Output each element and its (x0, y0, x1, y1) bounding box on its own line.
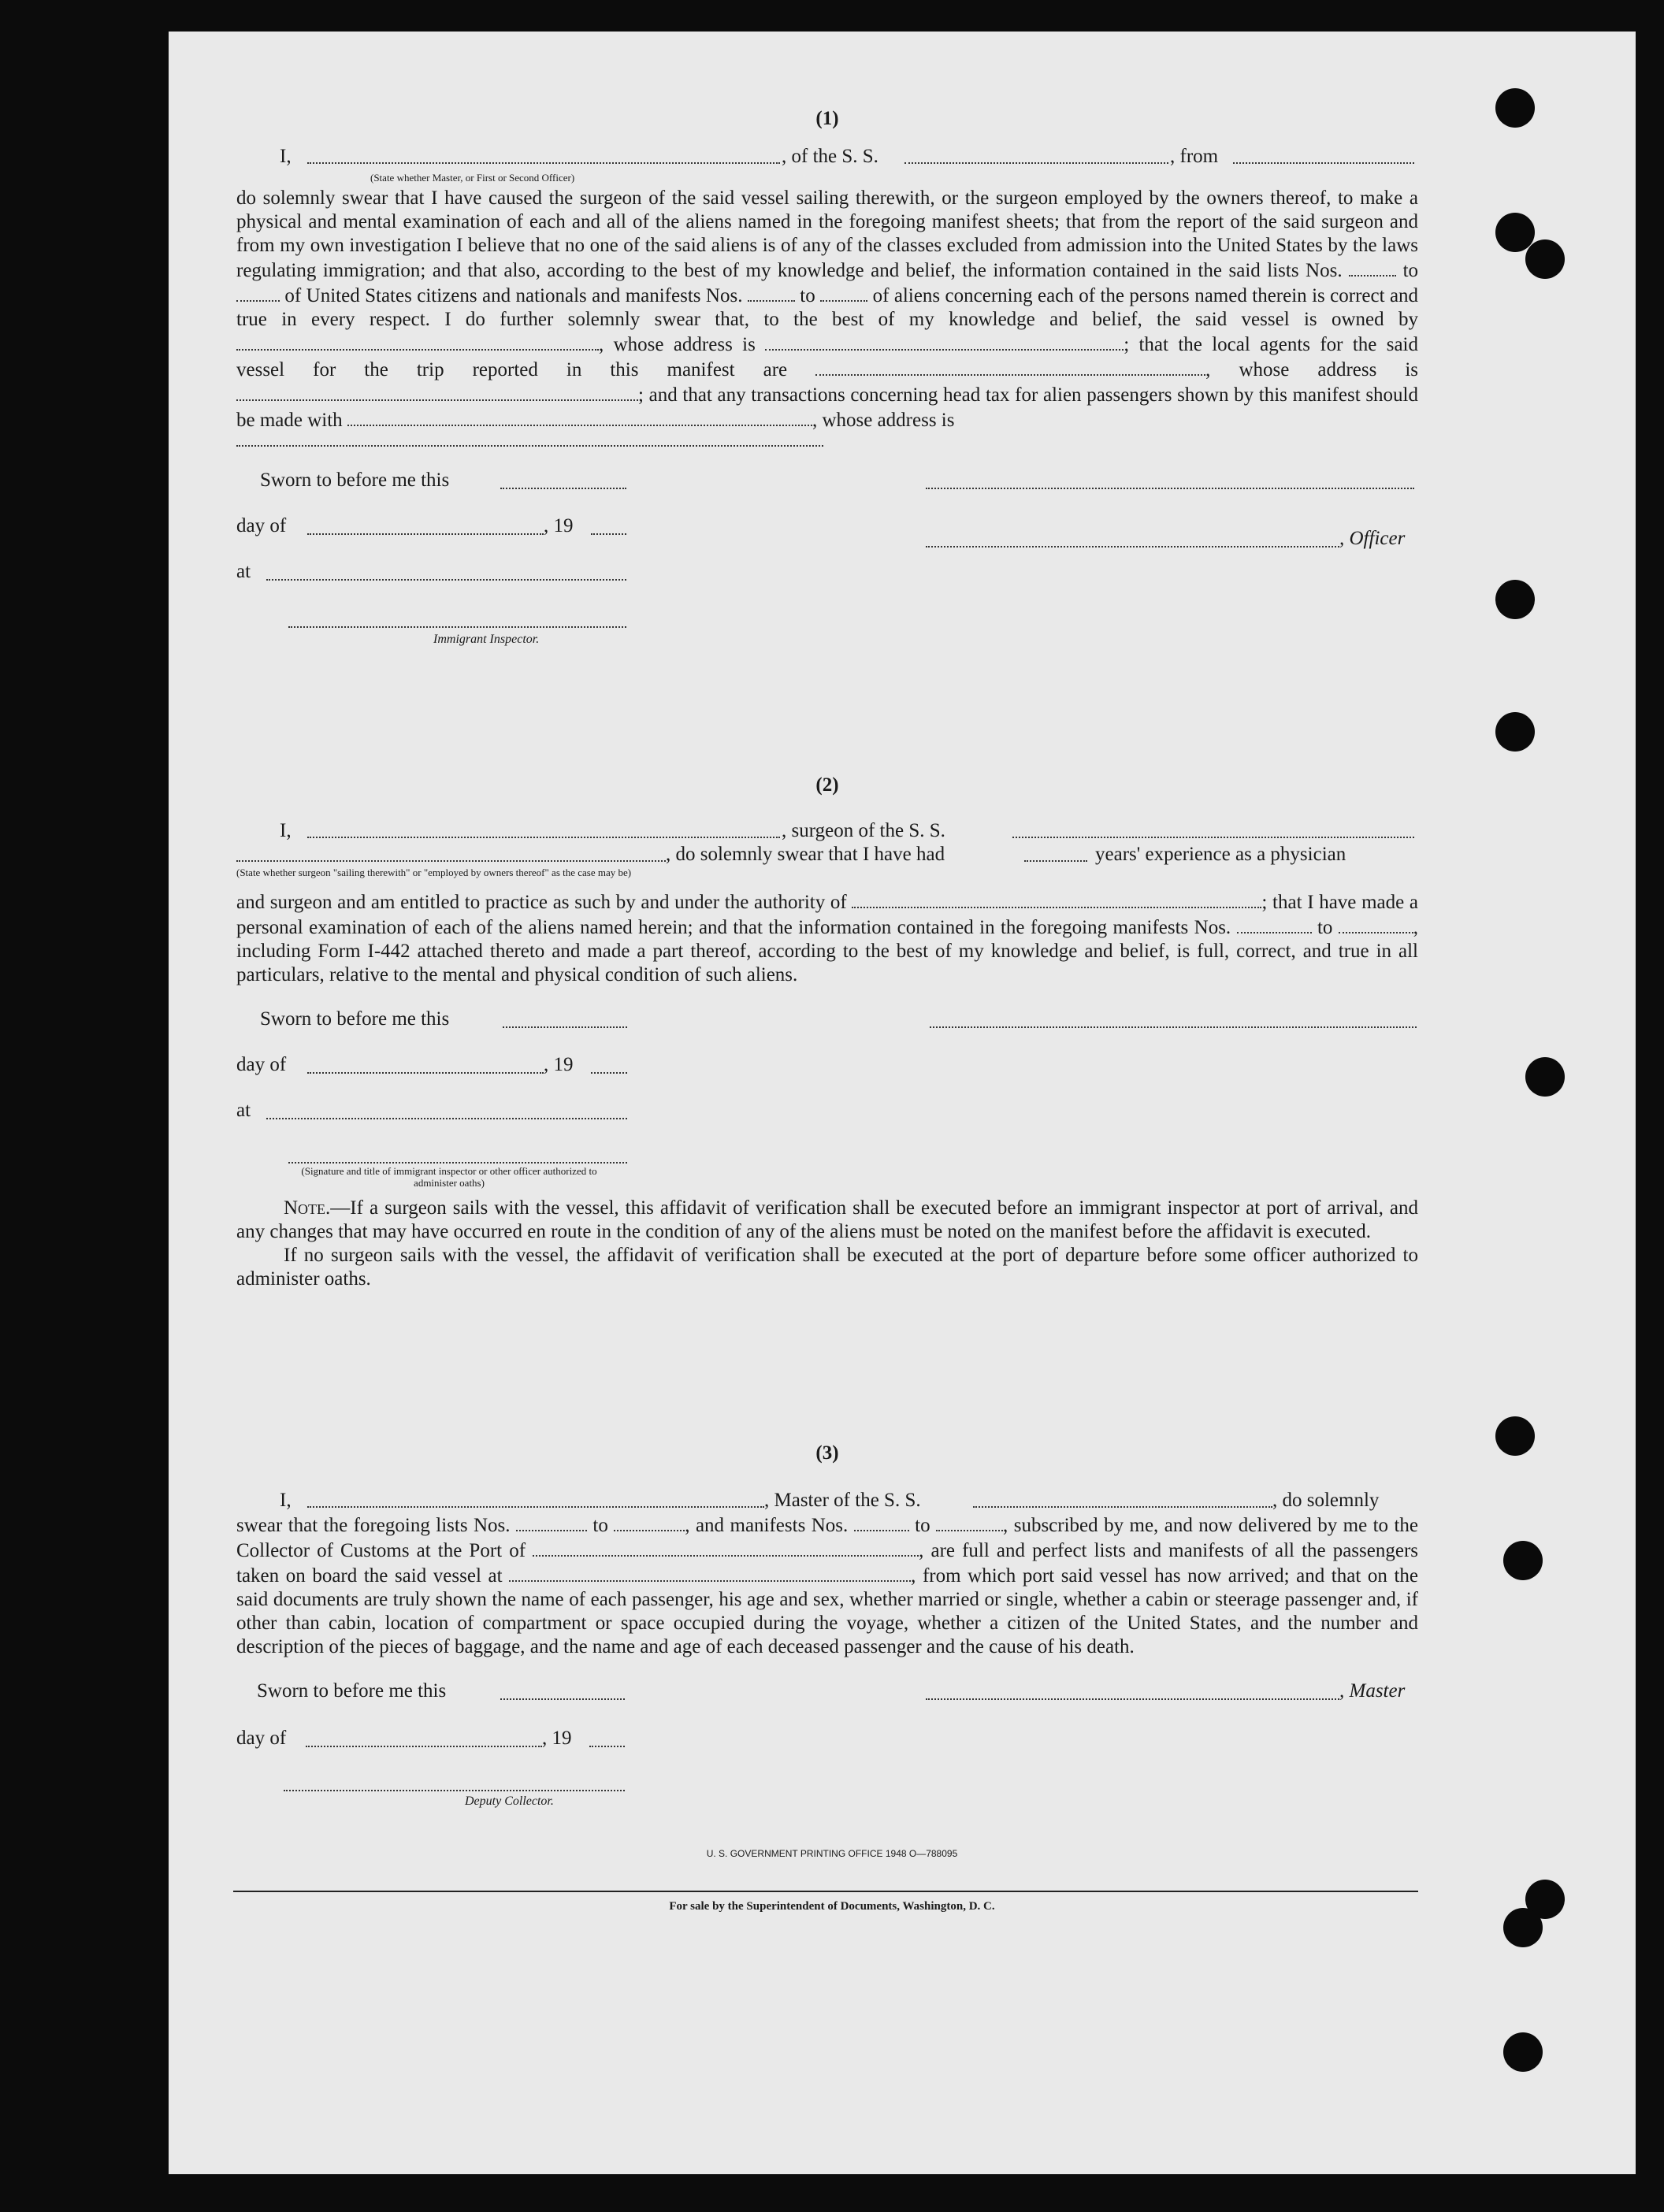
sworn-label: Sworn to before me this (257, 1680, 447, 1702)
year-prefix: , 19 (544, 515, 574, 536)
punch-hole (1495, 88, 1535, 128)
surgeon-line-2 (236, 843, 1418, 867)
master-part-1: swear that the foregoing lists Nos. (236, 1515, 511, 1536)
punch-hole (1503, 2032, 1543, 2072)
section-number: (3) (815, 1442, 839, 1464)
surgeon-part-2: that I have made a personal examination of each of the aliens named herein; and that the information contained in the foregoing manifests Nos. (236, 892, 1418, 938)
day-of-field[interactable] (307, 516, 544, 535)
gpo-imprint: U. S. GOVERNMENT PRINTING OFFICE 1948 O—788095 (706, 1848, 958, 1859)
section-3 (236, 1442, 1418, 1813)
do-solemnly-label: , do solemnly (1272, 1490, 1380, 1511)
surgeon-caption: (State whether surgeon "sailing therewith" or "employed by owners thereof" as the case may be) (236, 867, 632, 878)
punch-hole (1503, 1541, 1543, 1580)
at-label: at (236, 561, 251, 582)
inspector-label: Immigrant Inspector. (433, 633, 540, 646)
surgeon-vessel-field[interactable] (1012, 819, 1414, 838)
deputy-collector-label: Deputy Collector. (465, 1794, 554, 1808)
section-number: (2) (815, 774, 839, 796)
surgeon-oath-text: and surgeon and am entitled to practice as such by and under the authority of ; that I have made a personal examination of each of the aliens named herein; and that the information contained in the foregoing manifests Nos. to , including Form I-442 attached thereto and made a part thereof, according to the best of my knowledge and belief, is full, correct, and true in all particulars, relative to the mental and physical condition of such aliens. (236, 889, 1418, 987)
master-part-4: , are full and perfect lists and manifests of all the passengers taken on board the said vessel at (236, 1540, 1419, 1587)
at-label: at (236, 1100, 251, 1121)
surgeon-manifest-to-field[interactable] (1339, 915, 1413, 933)
owner-field[interactable] (236, 332, 599, 351)
manifests-from-field[interactable] (748, 283, 795, 302)
I-label: I, (280, 146, 292, 167)
surgeon-name-field[interactable] (307, 819, 780, 838)
footer-rule (233, 1891, 1418, 1892)
from-field[interactable] (1233, 145, 1414, 164)
master-oath-line (236, 1489, 1418, 1512)
lists-from-field[interactable] (1349, 258, 1396, 276)
collector-signature-field[interactable] (284, 1772, 625, 1791)
year-field[interactable] (589, 1728, 625, 1747)
day-of-field[interactable] (307, 1055, 544, 1074)
master-manifests-to-field[interactable] (936, 1512, 1003, 1531)
officer-field-2[interactable] (926, 529, 1339, 547)
surgeon-manifest-from-field[interactable] (1237, 915, 1312, 933)
head-tax-address-field[interactable] (236, 432, 823, 447)
surgeon-line (236, 819, 1418, 843)
master-manifests-from-field[interactable] (854, 1512, 909, 1531)
punch-hole (1495, 712, 1535, 752)
sale-notice: For sale by the Superintendent of Documents, Washington, D. C. (669, 1900, 995, 1913)
officer-field[interactable] (307, 145, 780, 164)
sworn-block-3 (236, 1679, 1418, 1813)
master-vessel-field[interactable] (973, 1489, 1272, 1508)
master-signature-field[interactable] (926, 1681, 1339, 1700)
year-field[interactable] (591, 1055, 627, 1074)
agents-field[interactable] (815, 357, 1205, 376)
oath-text-1: do solemnly swear that I have caused the surgeon of the said vessel sailing therewith, or the surgeon employed by the owners thereof, to make a physical and mental examination of each and all of the aliens named in the foregoing manifest sheets; that from the report of the said surgeon and from my own investigation I believe that no one of the said aliens is of any of the classes excluded from admission into the United States by the laws regulating immigration; and that also, according to the best of my knowledge and belief, the information contained in the said lists Nos. to of United States citizens and nationals and manifests Nos. to of aliens concerning each of the persons named therein is correct and true in every respect. I do further solemnly swear that, to the best of my knowledge and belief, the said vessel is owned by , whose address is ; that the local agents for the said vessel for the trip reported in this manifest are , whose address is ; and that any transactions concerning head tax for alien passengers shown by this manifest should be made with , whose address is (236, 187, 1419, 431)
note-label: Note. (284, 1197, 331, 1219)
at-field[interactable] (266, 1100, 627, 1119)
signature-caption: (Signature and title of immigrant inspector or other officer authorized to administer oaths) (301, 1165, 597, 1189)
master-of-label: , Master of the S. S. (764, 1490, 921, 1511)
oath-part-6: ; and that any transactions concerning head tax for alien passengers shown by this manifest should be made with (236, 384, 1418, 431)
of-ss-label: , of the S. S. (782, 146, 878, 167)
surgeon-type-field[interactable] (236, 843, 666, 862)
note-paragraph-2: If no surgeon sails with the vessel, the affidavit of verification shall be executed at the port of departure before some officer authorized to administer oaths. (236, 1245, 1418, 1290)
to-label: to (1402, 260, 1419, 281)
master-label: , Master (1339, 1680, 1406, 1702)
year-field[interactable] (591, 516, 626, 535)
sworn-block-2 (236, 1003, 1418, 1215)
surgeon-signature-field[interactable] (930, 1009, 1417, 1028)
sworn-label: Sworn to before me this (260, 1008, 450, 1030)
master-part-3: , subscribed by me, and now delivered by me to the Collector of Customs at the Port of (236, 1515, 1419, 1561)
punch-hole (1495, 580, 1535, 619)
inspector-signature-field[interactable] (288, 1145, 627, 1164)
head-tax-field[interactable] (347, 407, 812, 426)
master-part-5: , from which port said vessel has now arrived; and that on the said documents are truly shown the name of each passenger, his age and sex, whether married or single, whether a cabin or steerage passenger and, if other than cabin, location of compartment or space occupied during the voyage, whether a citizen of the United States, and the number and description of the pieces of baggage, and the name and age of each deceased passenger and the cause of his death. (236, 1565, 1419, 1657)
port-of-departure-field[interactable] (509, 1563, 911, 1582)
sworn-block-1 (236, 462, 1418, 675)
surgeon-part-3: , including Form I-442 attached thereto and made a part thereof, according to the best of my knowledge and belief, is full, correct, and true in all particulars, relative to the mental and physical condition of such aliens. (236, 917, 1419, 985)
oath-part-2: of United States citizens and nationals and manifests Nos. (284, 285, 743, 306)
master-lists-from-field[interactable] (516, 1512, 587, 1531)
years-label: years' experience as a physician (1095, 844, 1346, 865)
oath-part-3: of aliens concerning each of the persons named therein is correct and true in every respect. I do further solemnly swear that, to the best of my knowledge and belief, the said vessel is owned by (236, 285, 1419, 330)
officer-caption: (State whether Master, or First or Second Officer) (370, 172, 575, 184)
punch-hole (1525, 1057, 1565, 1097)
section-2 (236, 774, 1418, 1291)
inspector-signature-field[interactable] (288, 609, 626, 628)
master-part-2: , and manifests Nos. (685, 1515, 849, 1536)
day-of-field[interactable] (306, 1728, 542, 1747)
master-line (236, 145, 1418, 172)
to-label: to (592, 1515, 608, 1536)
lists-to-field[interactable] (236, 283, 280, 302)
punch-hole (1525, 239, 1565, 279)
punch-hole (1503, 1908, 1543, 1947)
owner-address-field[interactable] (765, 332, 1124, 351)
oath-part-1: do solemnly swear that I have caused the surgeon of the said vessel sailing therewith, or the surgeon employed by the owners thereof, to make a physical and mental examination of each and all of the aliens named in the foregoing manifest sheets; that from the report of the said surgeon and from my own investigation I believe that no one of the said aliens is of any of the classes excluded from admission into the United States by the laws regulating immigration; and that also, according to the best of my knowledge and belief, the information contained in the said lists Nos. (236, 187, 1418, 281)
sworn-day-field[interactable] (500, 470, 626, 489)
master-oath-text (236, 1512, 1418, 1659)
officer-label: , Officer (1339, 528, 1406, 549)
day-of-label: day of (236, 1728, 287, 1749)
sworn-day-field[interactable] (503, 1009, 627, 1028)
oath-part-5: whose address is (1239, 359, 1419, 380)
section-number: (1) (815, 108, 839, 129)
year-prefix: , 19 (542, 1728, 572, 1749)
years-field[interactable] (1024, 843, 1087, 862)
year-prefix: , 19 (544, 1054, 574, 1075)
oath-part-7: , whose address is (812, 410, 955, 431)
officer-signature-field[interactable] (926, 470, 1414, 489)
day-of-label: day of (236, 1054, 287, 1075)
sworn-day-field[interactable] (500, 1681, 625, 1700)
surgeon-part-1: and surgeon and am entitled to practice as such by and under the authority of (236, 892, 847, 913)
port-field[interactable] (533, 1538, 919, 1557)
sworn-label: Sworn to before me this (260, 469, 450, 491)
day-of-label: day of (236, 515, 287, 536)
authority-field[interactable] (852, 889, 1261, 908)
agents-address-field[interactable] (236, 382, 638, 401)
oath-part-4: that the local agents for the said vessel for the trip reported in this manifest are (236, 334, 1419, 380)
to-label: to (915, 1515, 930, 1536)
swear-label: , do solemnly swear that I have had (666, 844, 945, 865)
section-1 (236, 107, 1418, 675)
to-label: to (800, 285, 815, 306)
surgeon-of-label: , surgeon of the S. S. (782, 820, 945, 841)
I-label: I, (280, 1490, 292, 1511)
master-lists-to-field[interactable] (614, 1512, 685, 1531)
manifests-to-field[interactable] (820, 283, 867, 302)
vessel-field[interactable] (904, 145, 1168, 164)
punch-hole (1495, 1416, 1535, 1456)
at-field[interactable] (266, 562, 626, 581)
whose-address-label: , whose address is (599, 334, 756, 355)
I-label: I, (280, 820, 292, 841)
master-name-field[interactable] (307, 1489, 764, 1508)
to-label: to (1317, 917, 1333, 938)
note-text: —If a surgeon sails with the vessel, this affidavit of verification shall be executed before an immigrant inspector at port of arrival, and any changes that may have occurred en route in the condition of any of the aliens must be noted on the manifest before the affidavit is executed. (236, 1197, 1418, 1242)
from-label: , from (1170, 146, 1219, 167)
